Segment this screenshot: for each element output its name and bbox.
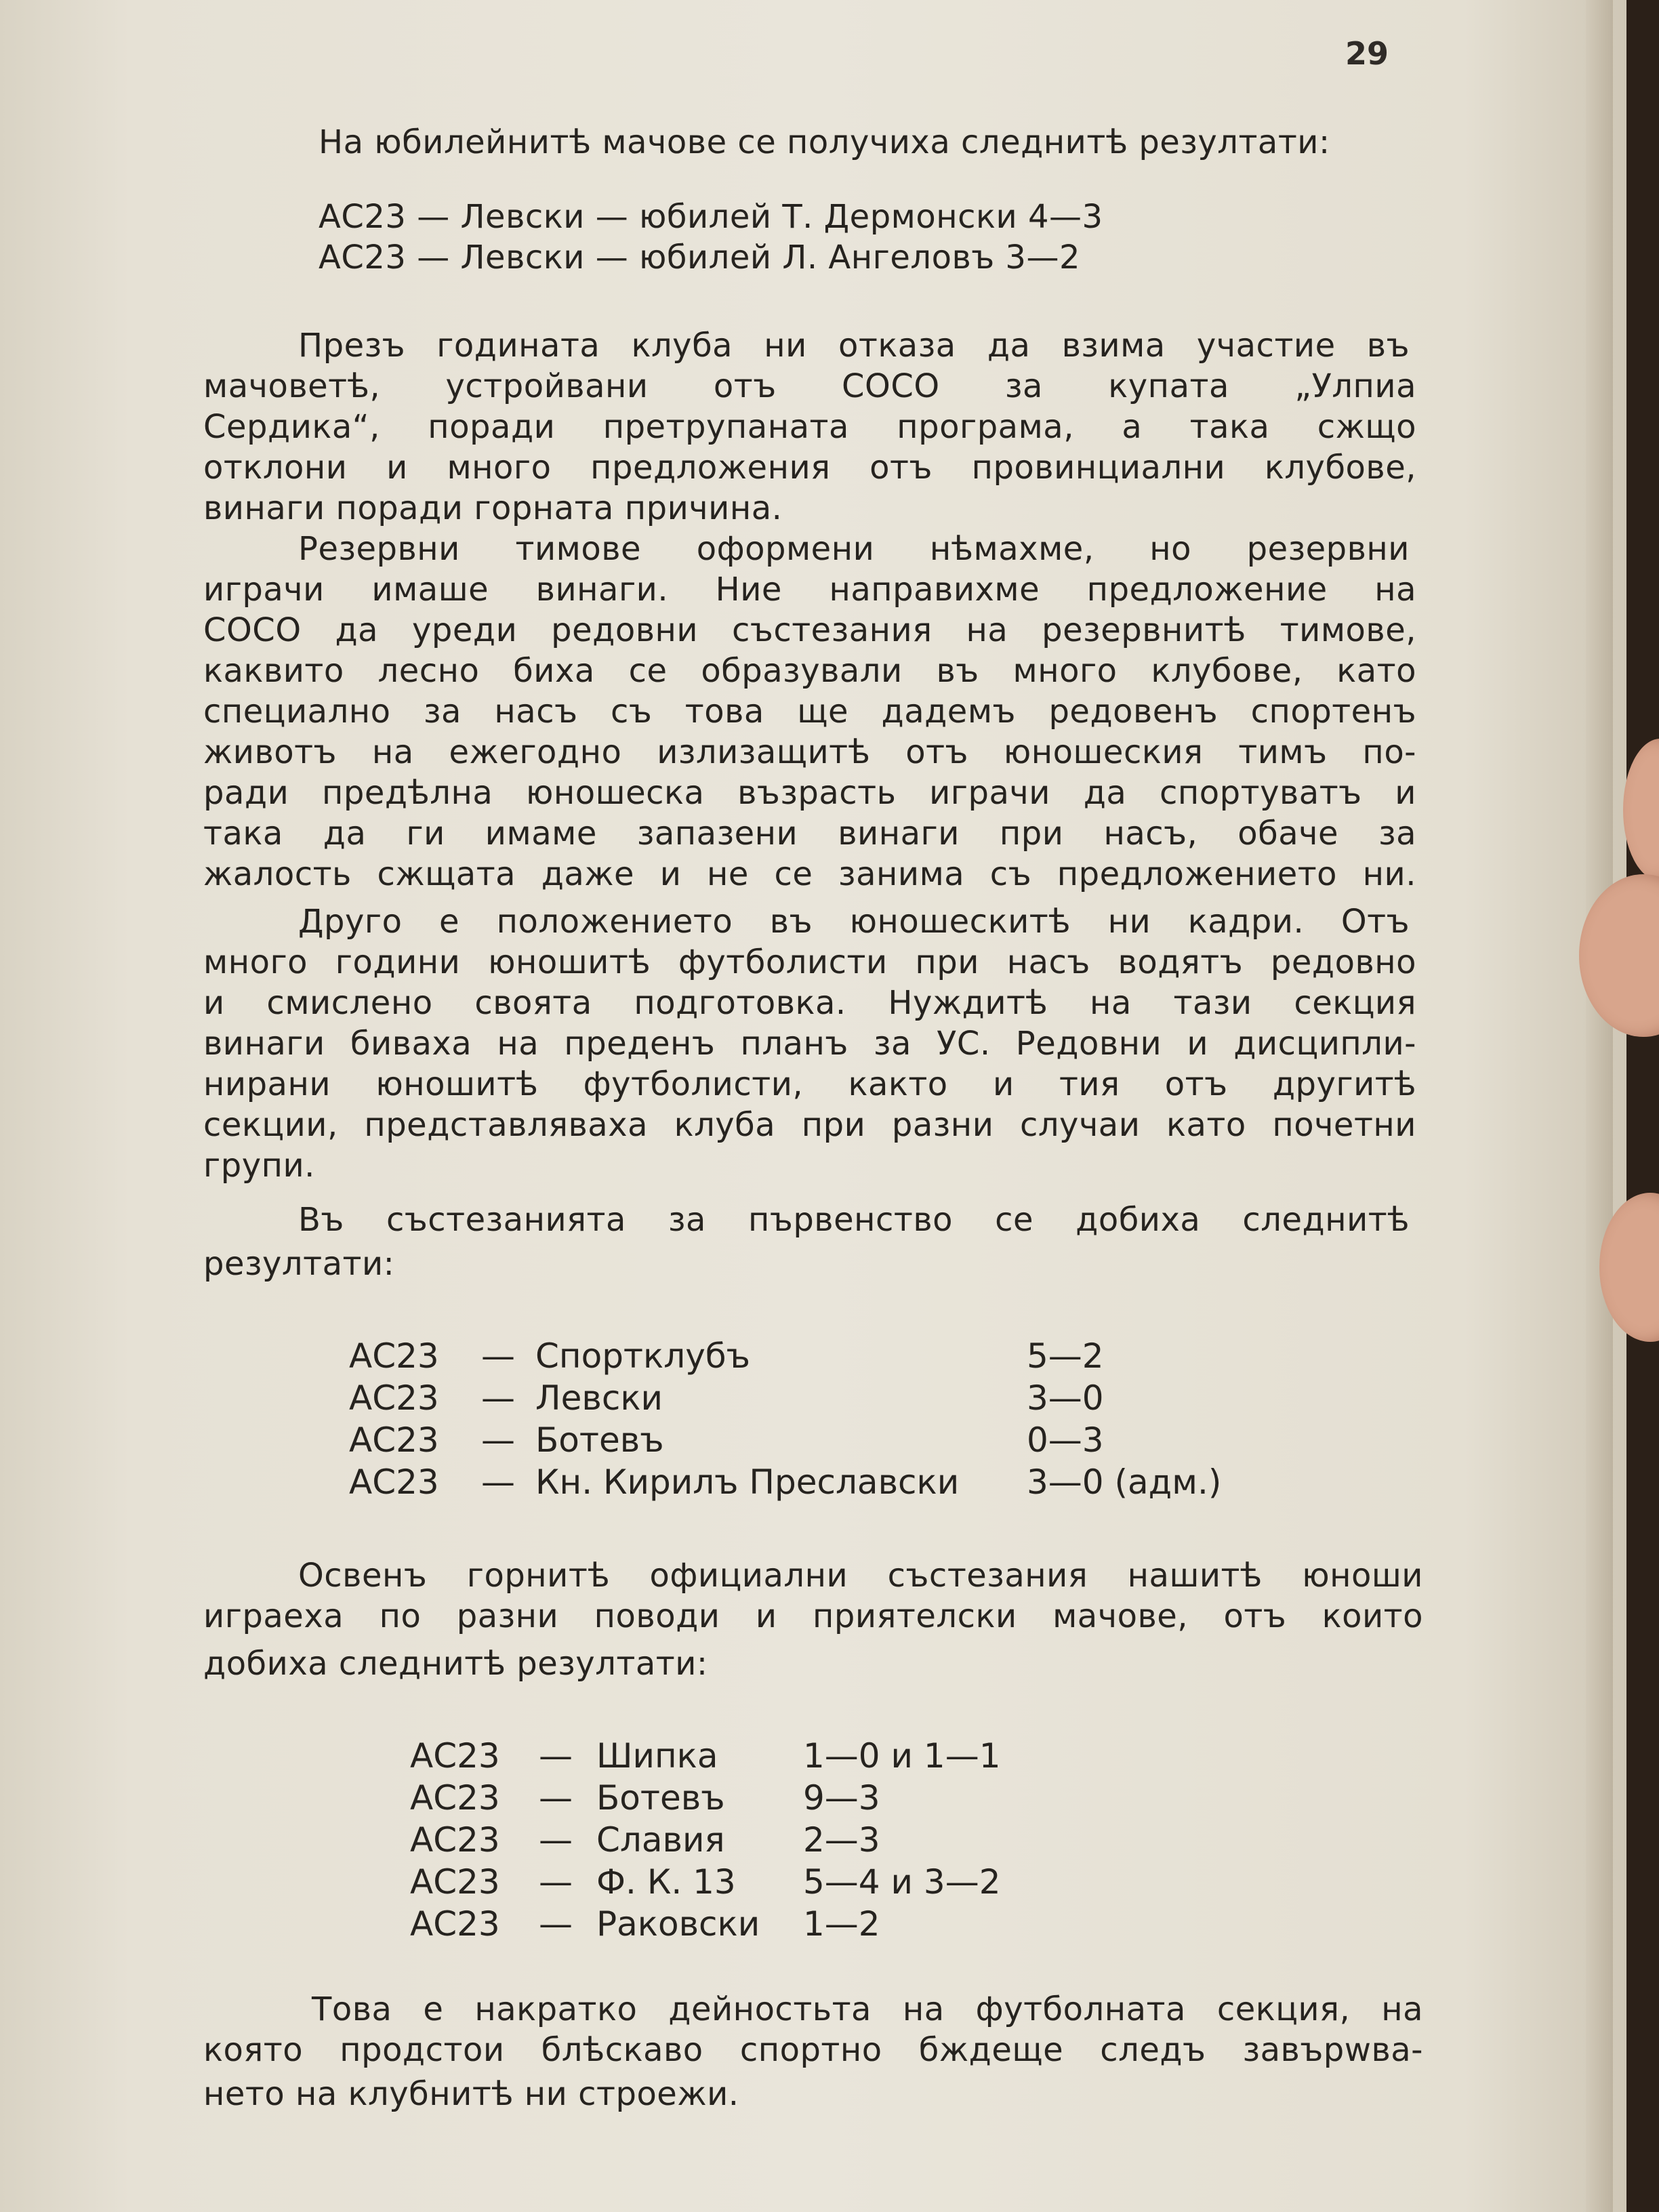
paragraph-line: животъ на ежегодно излизащитѣ отъ юношеския тимъ по- bbox=[203, 733, 1416, 771]
opponent-name: Кн. Кирилъ Преславски bbox=[535, 1462, 960, 1502]
jubilee-result: АС23 — Левски — юбилей Т. Дермонски 4—3 bbox=[319, 198, 1103, 236]
finger bbox=[1623, 739, 1659, 881]
paragraph-line: Това е накратко дейностьта на футболната секция, на bbox=[312, 1990, 1423, 2028]
paragraph-line: Сердика“, поради претрупаната програма, а така сжщо bbox=[203, 408, 1416, 446]
team-name: АС23 bbox=[349, 1462, 439, 1502]
opponent-name: Спортклубъ bbox=[535, 1336, 750, 1376]
paragraph-line: секции, представляваха клуба при разни случаи като почетни bbox=[203, 1106, 1416, 1144]
paragraph-line: добиха следнитѣ резултати: bbox=[203, 1645, 708, 1683]
opponent-name: Славия bbox=[596, 1820, 725, 1860]
score: 1—2 bbox=[803, 1904, 880, 1944]
dash: — bbox=[539, 1862, 573, 1902]
paragraph-line: така да ги имаме запазени винаги при насъ, обаче за bbox=[203, 815, 1416, 853]
opponent-name: Ф. К. 13 bbox=[596, 1862, 736, 1902]
team-name: АС23 bbox=[349, 1378, 439, 1418]
dash: — bbox=[481, 1378, 515, 1418]
team-name: АС23 bbox=[410, 1904, 500, 1944]
paragraph-line: и смислено своята подготовка. Нуждитѣ на тази секция bbox=[203, 984, 1416, 1022]
paragraph-line: много години юношитѣ футболисти при насъ водятъ редовно bbox=[203, 943, 1416, 981]
intro-line: На юбилейнитѣ мачове се получиха следнитѣ резултати: bbox=[319, 123, 1330, 161]
team-name: АС23 bbox=[410, 1736, 500, 1776]
team-name: АС23 bbox=[349, 1336, 439, 1376]
team-name: АС23 bbox=[349, 1420, 439, 1460]
dash: — bbox=[481, 1420, 515, 1460]
paragraph-line: Резервни тимове оформени нѣмахме, но резервни bbox=[298, 530, 1410, 568]
paragraph-line: Въ състезанията за първенство се добиха следнитѣ bbox=[298, 1201, 1410, 1239]
dash: — bbox=[539, 1778, 573, 1818]
paragraph-line: ради предѣлна юношеска възрасть играчи да спортуватъ и bbox=[203, 774, 1416, 812]
paragraph-line: Презъ годината клуба ни отказа да взима участие въ bbox=[298, 327, 1410, 365]
paragraph-line: специално за насъ съ това ще дадемъ редовенъ спортенъ bbox=[203, 693, 1416, 731]
team-name: АС23 bbox=[410, 1778, 500, 1818]
dash: — bbox=[539, 1904, 573, 1944]
score: 1—0 и 1—1 bbox=[803, 1736, 1001, 1776]
page-edge bbox=[1586, 0, 1613, 2212]
team-name: АС23 bbox=[410, 1820, 500, 1860]
score: 5—4 и 3—2 bbox=[803, 1862, 1001, 1902]
paragraph-line: Друго е положението въ юношескитѣ ни кадри. Отъ bbox=[298, 903, 1410, 941]
paragraph-line: играеха по разни поводи и приятелски мачове, отъ които bbox=[203, 1597, 1423, 1635]
paragraph-line: която продстои блѣскаво спортно бждеще следъ завърwва- bbox=[203, 2031, 1423, 2069]
dash: — bbox=[539, 1820, 573, 1860]
paragraph-line: каквито лесно биха се образували въ много клубове, като bbox=[203, 652, 1416, 690]
paragraph-line: жалость сжщата даже и не се занима съ предложението ни. bbox=[203, 855, 1416, 893]
paragraph-line: групи. bbox=[203, 1147, 315, 1185]
paragraph-line: нирани юношитѣ футболисти, както и тия отъ другитѣ bbox=[203, 1065, 1416, 1103]
paragraph-line: играчи имаше винаги. Ние направихме предложение на bbox=[203, 571, 1416, 609]
score: 9—3 bbox=[803, 1778, 880, 1818]
paragraph-line: винаги биваха на преденъ планъ за УС. Редовни и дисципли- bbox=[203, 1025, 1416, 1063]
paragraph-line: СОСО да уреди редовни състезания на резервнитѣ тимове, bbox=[203, 611, 1416, 649]
jubilee-result: АС23 — Левски — юбилей Л. Ангеловъ 3—2 bbox=[319, 239, 1080, 276]
dash: — bbox=[481, 1462, 515, 1502]
score: 5—2 bbox=[1027, 1336, 1104, 1376]
score: 0—3 bbox=[1027, 1420, 1104, 1460]
score: 2—3 bbox=[803, 1820, 880, 1860]
score: 3—0 (адм.) bbox=[1027, 1462, 1222, 1502]
opponent-name: Раковски bbox=[596, 1904, 760, 1944]
team-name: АС23 bbox=[410, 1862, 500, 1902]
dash: — bbox=[539, 1736, 573, 1776]
paragraph-line: винаги поради горната причина. bbox=[203, 489, 783, 527]
paragraph-line: Освенъ горнитѣ официални състезания нашитѣ юноши bbox=[298, 1557, 1423, 1595]
paragraph-line: отклони и много предложения отъ провинциални клубове, bbox=[203, 449, 1416, 487]
score: 3—0 bbox=[1027, 1378, 1104, 1418]
page-number: 29 bbox=[1345, 35, 1389, 72]
opponent-name: Ботевъ bbox=[596, 1778, 725, 1818]
opponent-name: Шипка bbox=[596, 1736, 718, 1776]
paragraph-line: мачоветѣ, устройвани отъ СОСО за купата „Улпиа bbox=[203, 367, 1416, 405]
dash: — bbox=[481, 1336, 515, 1376]
opponent-name: Левски bbox=[535, 1378, 663, 1418]
opponent-name: Ботевъ bbox=[535, 1420, 664, 1460]
paragraph-line: резултати: bbox=[203, 1245, 395, 1283]
paragraph-line: нето на клубнитѣ ни строежи. bbox=[203, 2075, 739, 2113]
